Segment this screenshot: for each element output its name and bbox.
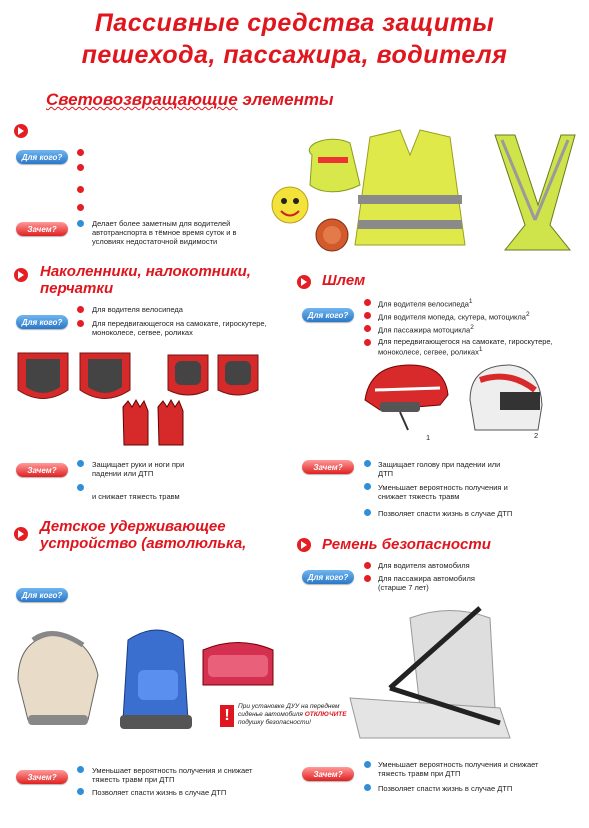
child-why-1: Уменьшает вероятность получения и снижает тяжесть травм при ДТП [92, 766, 253, 784]
for-whom-badge: Для кого? [302, 308, 354, 322]
helmet-why-1: Защищает голову при падении или ДТП [378, 460, 501, 478]
helmet-for-item-2 [378, 311, 530, 322]
why-badge: Зачем? [16, 463, 68, 477]
pads-why-1: Защищает руки и ноги при падении или ДТП [92, 460, 185, 478]
why-badge: Зачем? [16, 222, 68, 236]
helmet-for-text-2: Для водителя мопеда, скутера, мотоцикла [378, 312, 526, 322]
bicycle-helmet-icon [365, 365, 448, 430]
warning-icon: ! [220, 705, 234, 727]
knee-pad-icon [18, 353, 68, 399]
helmet-for-text-4: Для передвигающегося на самокате, гироскутере, моноколесе, сегвее, роликах [378, 337, 553, 357]
belt-why-1: Уменьшает вероятность получения и снижает тяжесть травм при ДТП [378, 760, 539, 778]
bullet-dot [77, 164, 84, 171]
bullet-dot [364, 509, 371, 516]
bullet-dot [364, 299, 371, 306]
vest-icon [355, 130, 465, 245]
motorcycle-helmet-icon [470, 365, 542, 430]
pads-title: Наколенники, налокотники, перчатки [40, 263, 251, 297]
for-whom-badge: Для кого? [16, 588, 68, 602]
helmet-why-2: Уменьшает вероятность получения и снижает тяжесть травм [378, 483, 508, 501]
slap-band-icon [309, 139, 360, 192]
footnote-mark: 2 [525, 311, 530, 318]
reflective-items-image [270, 125, 585, 265]
arrow-icon [14, 124, 28, 138]
arrow-icon [14, 268, 28, 282]
knee-pad-icon [80, 353, 130, 399]
subtitle-word-1: Световозвращающие [46, 90, 238, 109]
bullet-dot [364, 575, 371, 582]
why-badge: Зачем? [16, 770, 68, 784]
helmet-title: Шлем [322, 272, 366, 289]
helmet-for-text-3: Для пассажира мотоцикла [378, 325, 471, 335]
pads-for-item-2: Для передвигающегося на самокате, гироскутере, моноколесе, сегвее, роликах [92, 319, 267, 337]
section-subtitle [46, 90, 334, 110]
for-whom-badge: Для кого? [302, 570, 354, 584]
bullet-dot [77, 766, 84, 773]
bullet-dot [77, 484, 84, 491]
bullet-dot [77, 186, 84, 193]
arrow-icon [297, 275, 311, 289]
footnote-mark: 2 [470, 324, 474, 331]
helmet-for-item-3 [378, 324, 474, 335]
bullet-dot [77, 204, 84, 211]
bullet-dot [77, 149, 84, 156]
footnote-mark: 1 [478, 346, 483, 353]
helmet-for-text-1: Для водителя велосипеда [378, 299, 469, 309]
pads-why-2: и снижает тяжесть травм [92, 492, 180, 501]
reflective-why-text: Делает более заметным для водителей автотранспорта в тёмное время суток и в условиях недостаточной видимости [92, 219, 237, 246]
elbow-pad-icon [168, 355, 208, 395]
why-badge: Зачем? [302, 460, 354, 474]
pads-for-item-1: Для водителя велосипеда [92, 305, 183, 314]
belt-for-item-2: Для пассажира автомобиля (старше 7 лет) [378, 574, 475, 592]
helmets-image [360, 360, 560, 445]
bullet-dot [77, 320, 84, 327]
helmet-for-item-1 [378, 298, 473, 309]
helmet-image-label-2: 2 [534, 431, 539, 440]
belt-title: Ремень безопасности [322, 536, 491, 553]
glove-icon [123, 400, 148, 445]
seatbelt-image [330, 598, 550, 753]
warning-text-post: подушку безопасности! [238, 719, 311, 726]
bullet-dot [364, 312, 371, 319]
smiley-keychain-icon [272, 187, 308, 223]
bullet-dot [364, 483, 371, 490]
helmet-why-3: Позволяет спасти жизнь в случае ДТП [378, 509, 513, 518]
bullet-dot [364, 339, 371, 346]
bullet-dot [364, 325, 371, 332]
elbow-pad-icon [218, 355, 258, 395]
bullet-dot [77, 220, 84, 227]
pads-gloves-image [8, 345, 278, 455]
child-seat-title: Детское удерживающее устройство (автолюлька, [40, 518, 247, 552]
bullet-dot [364, 784, 371, 791]
bullet-dot [77, 306, 84, 313]
footnote-mark: 1 [468, 298, 473, 305]
subtitle-word-2: элементы [242, 90, 334, 109]
belt-for-item-1: Для водителя автомобиля [378, 561, 470, 570]
helmet-for-item-4 [378, 337, 578, 357]
for-whom-badge: Для кого? [16, 315, 68, 329]
warning-text-strong: ОТКЛЮЧИТЕ [304, 711, 347, 718]
harness-icon [495, 135, 575, 250]
warning-text-pre: При установке ДУУ на переднем сиденье автомобиля [238, 703, 340, 718]
bullet-dot [77, 460, 84, 467]
bullet-dot [77, 788, 84, 795]
helmet-image-label-1: 1 [426, 433, 431, 442]
booster-seat-icon [203, 643, 273, 686]
glove-icon [158, 400, 183, 445]
child-car-seat-icon [120, 630, 192, 729]
for-whom-badge: Для кого? [16, 150, 68, 164]
child-why-2: Позволяет спасти жизнь в случае ДТП [92, 788, 227, 797]
bullet-dot [364, 562, 371, 569]
bullet-dot [364, 761, 371, 768]
belt-why-2: Позволяет спасти жизнь в случае ДТП [378, 784, 513, 793]
reflector-icon [316, 219, 348, 251]
page-title-line2: пешехода, пассажира, водителя [81, 41, 508, 69]
bullet-dot [364, 460, 371, 467]
infant-carrier-icon [18, 634, 98, 725]
page-title-line1: Пассивные средства защиты [94, 9, 495, 37]
arrow-icon [297, 538, 311, 552]
arrow-icon [14, 527, 28, 541]
why-badge: Зачем? [302, 767, 354, 781]
